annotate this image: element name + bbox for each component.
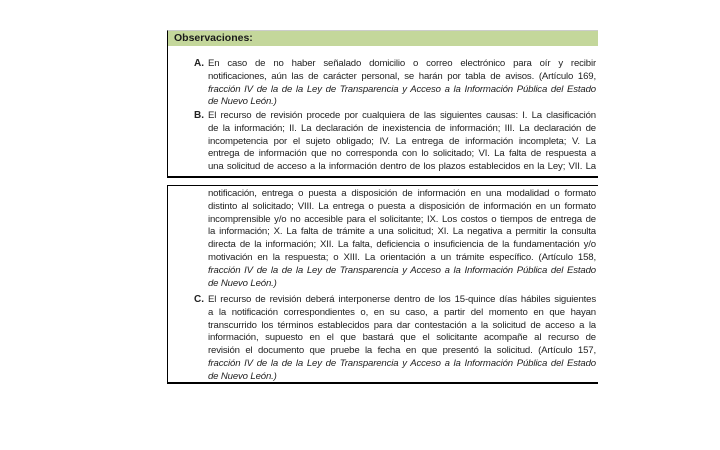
observation-b-continued [208,188,596,290]
text-line: fracción IV de la de la Ley de Transparencia y Acceso a la Información Pública del Estado [208,357,596,369]
text-line: de la información; II. La declaración de inexistencia de información; III. La declaración de [208,122,596,134]
text-line: fracción IV de la de la Ley de Transparencia y Acceso a la Información Pública del Estado [208,83,596,95]
text-line: distinto al solicitado; VIII. La entrega o puesta a disposición de información en un formato [208,200,596,212]
text-line: fracción IV de la de la Ley de Transparencia y Acceso a la Información Pública del Estado [208,264,596,276]
text-line: de Nuevo León.) [208,370,277,382]
text-line: transcurrido los términos establecidos para dar contestación a la solicitud de acceso a la [208,319,596,331]
observations-panel [167,30,598,178]
text-line: En caso de no haber señalado domicilio o correo electrónico para oír y recibir [208,58,596,69]
item-letter: A. [194,58,204,69]
text-line: información, supuesto en el que bastará que el solicitante acompañe al recurso de [208,332,596,344]
text-line: a la notificación correspondientes o, en su caso, a partir del momento en que hayan [208,306,596,318]
observation-b [194,110,596,174]
observations-header: Observaciones: [168,31,598,46]
text-line: de Nuevo León.) [208,277,277,289]
text-line: notificaciones, aún las de carácter personal, se harán por tabla de avisos. (Artículo 169, [208,70,596,82]
observation-a [194,58,596,109]
text-line: entrega de información que no corresponda con lo solicitado; VI. La falta de respuesta a [208,148,596,160]
text-line: motivación en la respuesta; o XIII. La orientación a un trámite específico. (Artículo 158, [208,251,596,263]
item-letter: C. [194,294,204,305]
item-letter: B. [194,110,204,121]
observation-c [194,294,596,384]
text-line: directa de la información; XII. La falta, deficiencia o insuficiencia de la fundamentación y/o [208,239,596,251]
text-line: incomprensible y/o no accesible para el solicitante; IX. Los costos o tiempos de entrega de [208,213,596,225]
text-line: notificación, entrega o puesta a disposición de información en una modalidad o formato [208,188,596,199]
text-line: El recurso de revisión procede por cualquiera de las siguientes causas: I. La clasificación [208,110,596,121]
observations-panel-continued [167,185,598,384]
text-line: revisión el documento que pruebe la fecha en que presentó la solicitud. (Artículo 157, [208,345,596,357]
text-line: de Nuevo León.) [208,96,277,108]
text-line: la información; X. La falta de trámite a una solicitud; XI. La negativa a permitir la consulta [208,226,596,238]
text-line: incompetencia por el sujeto obligado; IV. La entrega de información incompleta; V. La [208,135,596,147]
text-line: una solicitud de acceso a la información dentro de los plazos establecidos en la Ley; VII. La [208,161,596,173]
text-line: El recurso de revisión deberá interponerse dentro de los 15-quince días hábiles siguientes [208,294,596,305]
